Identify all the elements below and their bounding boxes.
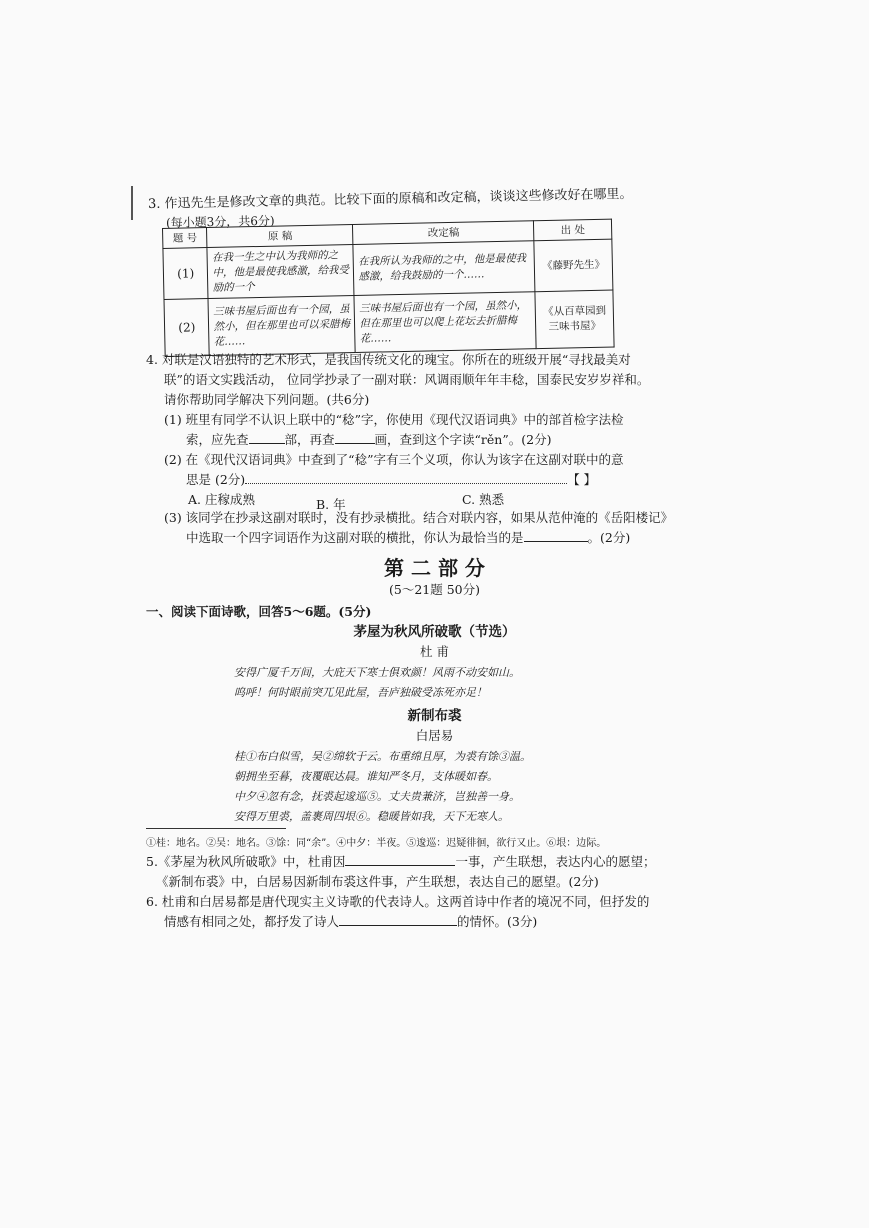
row-revised: 三味书屋后面也有一个园，虽然小，但在那里也可以爬上花坛去折腊梅花…… <box>354 292 536 353</box>
radical-blank[interactable] <box>249 431 285 444</box>
q4-line2: 联”的语文实践活动， 位同学抄录了一副对联：风调雨顺年年丰稔，国泰民安岁岁祥和。 <box>164 372 650 387</box>
answer-bracket[interactable]: 【 】 <box>567 472 597 487</box>
q5-line1 <box>146 852 655 870</box>
q4-sub2-a: (2) 在《现代汉语词典》中查到了“稔”字有三个义项，你认为该字在这副对联中的意 <box>164 452 624 467</box>
q4-sub1-text2: 部，再查 <box>284 432 335 447</box>
q6-line1: 6. 杜甫和白居易都是唐代现实主义诗歌的代表诗人。这两首诗中作者的境况不同，但抒发的 <box>146 894 650 909</box>
row-no: (2) <box>164 299 210 357</box>
header-no: 题 号 <box>163 228 208 249</box>
header-revised: 改定稿 <box>353 221 534 245</box>
row-original: 三味书屋后面也有一个园，虽然小，但在那里也可以采腊梅花…… <box>208 295 355 355</box>
q4-sub2-text: 思是 (2分) <box>186 472 246 487</box>
table-row <box>163 239 613 299</box>
footnotes: ①桂：地名。②吴：地名。③馀：同“余”。④中夕：半夜。⑤逡巡：迟疑徘徊，欲行又止。⑥垠：边际。 <box>146 838 607 849</box>
q4-sub1-text1: 索，应先查 <box>186 432 249 447</box>
q5-text1: 5.《茅屋为秋风所破歌》中，杜甫因 <box>146 854 346 869</box>
row-original: 在我一生之中认为我师的之中，他是最使我感激，给我受励的一个 <box>207 244 354 298</box>
q4-sub3-b <box>186 528 630 546</box>
header-original: 原 稿 <box>207 225 353 248</box>
q6-line2 <box>164 912 537 930</box>
option-c: C. 熟悉 <box>462 492 505 507</box>
dotted-leader <box>245 473 567 484</box>
couplet-title-blank[interactable] <box>524 529 588 542</box>
header-source: 出 处 <box>534 219 612 241</box>
q3-subtitle: (每小题3分，共6分) <box>165 213 275 230</box>
footnote-rule <box>146 828 286 829</box>
q6-blank[interactable] <box>339 913 457 926</box>
poem2-author: 白居易 <box>415 728 454 743</box>
poem2-title: 新制布裘 <box>407 708 462 724</box>
section-title: 一、阅读下面诗歌，回答5～6题。(5分) <box>146 604 372 619</box>
q5-text2: 一事，产生联想，表达内心的愿望； <box>455 854 656 869</box>
revision-table <box>162 219 615 357</box>
poem1-line: 安得广厦千万间，大庇天下寒士俱欢颜！风雨不动安如山。 <box>234 666 520 679</box>
q4-sub3-a: (3) 该同学在抄录这副对联时，没有抄录横批。结合对联内容，如果从范仲淹的《岳阳楼记》 <box>164 510 674 525</box>
margin-line <box>131 186 133 220</box>
q3-title: 3. 作迅先生是修改文章的典范。比较下面的原稿和改定稿，谈谈这些修改好在哪里。 <box>147 186 633 212</box>
poem2-line: 桂①布白似雪，吴②绵软于云。布重绵且厚，为裘有馀③温。 <box>234 750 531 763</box>
poem1-author: 杜 甫 <box>420 644 449 659</box>
q4-sub3-text2: 。(2分) <box>587 530 631 545</box>
poem2-line: 朝拥坐至暮，夜覆眠达晨。谁知严冬月，支体暖如春。 <box>234 770 498 783</box>
q4-sub1-b <box>186 430 551 448</box>
row-revised: 在我所认为我师的之中，他是最使我感激，给我鼓励的一个…… <box>353 241 535 296</box>
q4-line1: 4. 对联是汉语独特的艺术形式，是我国传统文化的瑰宝。你所在的班级开展“寻找最美对 <box>146 352 631 367</box>
row-source: 《藤野先生》 <box>534 239 613 292</box>
q5-line2: 《新制布裘》中，白居易因新制布裘这件事，产生联想，表达自己的愿望。(2分) <box>156 874 599 889</box>
q4-sub1-text3: 画，查到这个字读“rěn”。(2分) <box>374 432 552 447</box>
poem2-line: 中夕④忽有念，抚裘起逡巡⑤。丈夫贵兼济，岂独善一身。 <box>234 790 520 803</box>
part-subheading: (5～21题 50分) <box>389 582 480 597</box>
poem2-line: 安得万里裘，盖裹周四垠⑥。稳暖皆如我，天下无寒人。 <box>234 810 509 823</box>
stroke-count-blank[interactable] <box>335 431 375 444</box>
q6-text1: 情感有相同之处，都抒发了诗人 <box>164 914 340 929</box>
option-b: B. 年 <box>316 497 346 512</box>
q5-blank[interactable] <box>345 853 455 866</box>
poem1-title: 茅屋为秋风所破歌（节选） <box>353 624 516 640</box>
q4-line3: 请你帮助同学解决下列问题。(共6分) <box>164 392 370 407</box>
q4-sub1-a: (1) 班里有同学不认识上联中的“稔”字，你使用《现代汉语词典》中的部首检字法检 <box>164 412 624 427</box>
q6-text2: 的情怀。(3分) <box>457 914 538 929</box>
option-a: A. 庄稼成熟 <box>188 492 255 507</box>
part-heading: 第 二 部 分 <box>384 556 485 580</box>
row-source: 《从百草园到三味书屋》 <box>535 290 614 349</box>
row-no: (1) <box>163 248 209 300</box>
q4-sub3-text1: 中选取一个四字词语作为这副对联的横批，你认为最恰当的是 <box>186 530 524 545</box>
q4-sub2-b <box>186 470 596 488</box>
poem1-line: 呜呼！何时眼前突兀见此屋，吾庐独破受冻死亦足！ <box>234 686 487 699</box>
table-row <box>164 290 614 356</box>
